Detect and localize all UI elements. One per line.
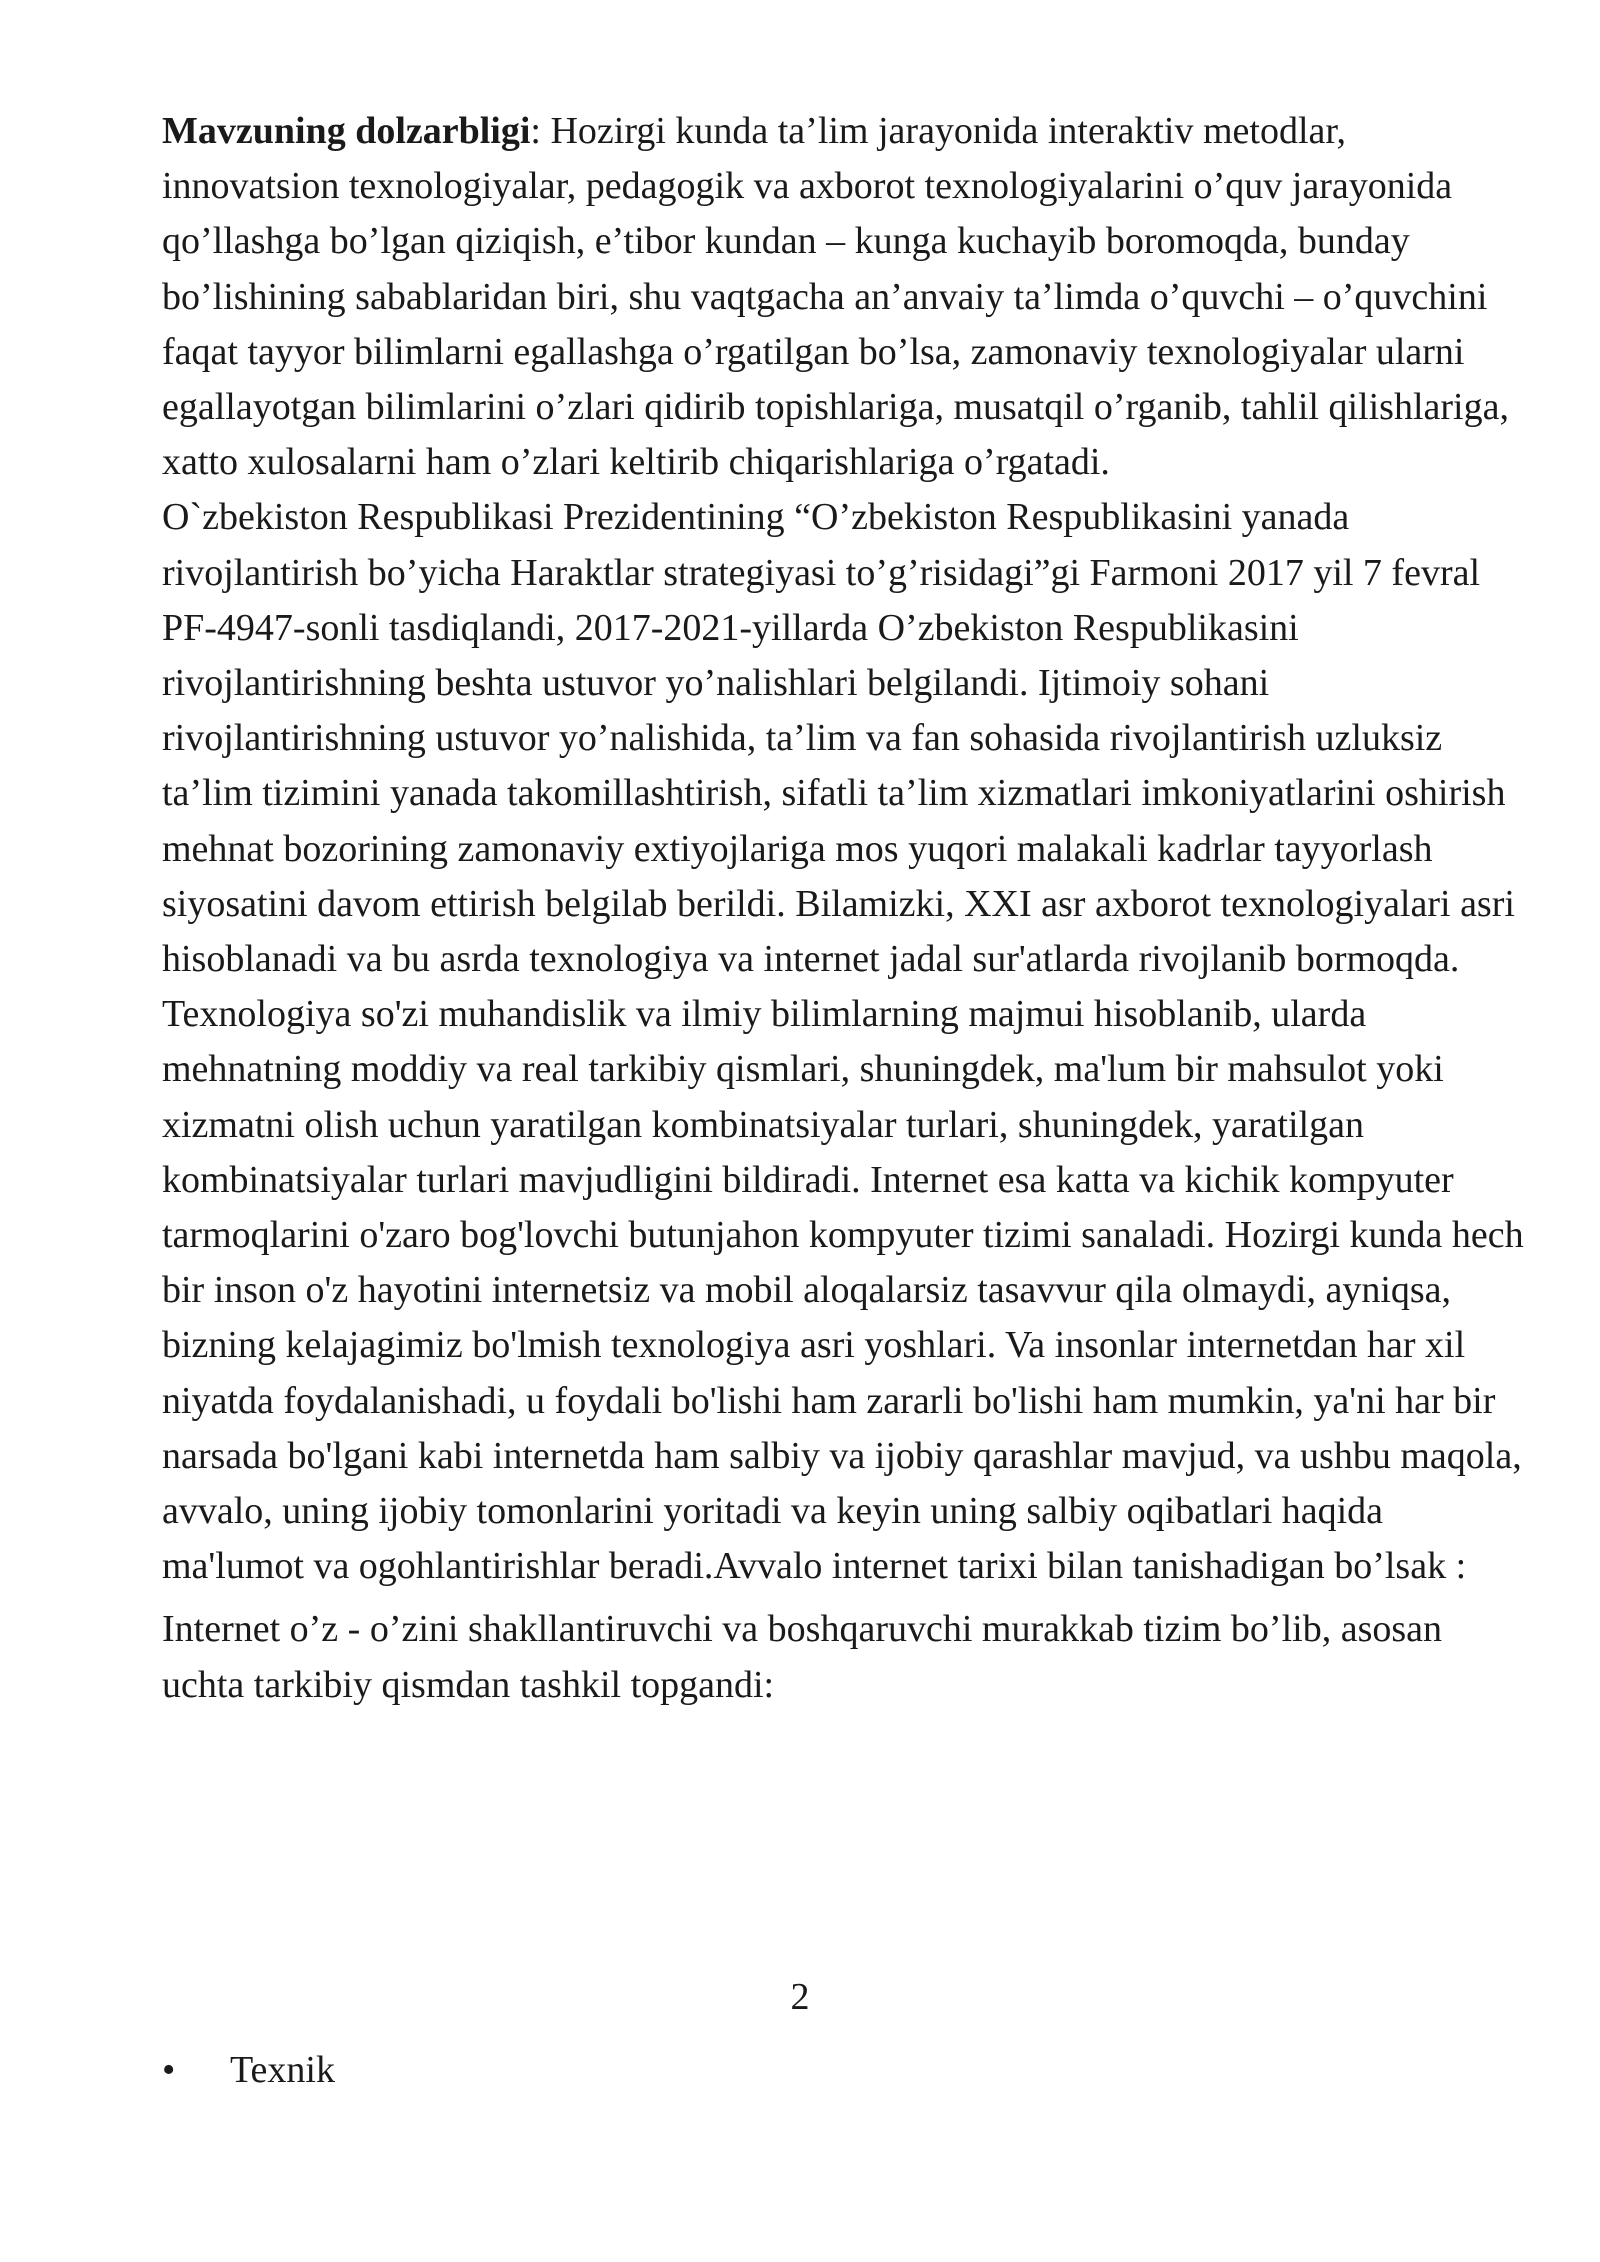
- document-body: [162, 104, 1532, 1713]
- list-item-label: Texnik: [230, 2049, 335, 2091]
- page-number: 2: [790, 1976, 810, 2018]
- intro-paragraph: [162, 104, 1532, 490]
- intro-text: : Hozirgi kunda ta’lim jarayonida interaktiv metodlar, innovatsion texnologiyalar, pedagogik va axborot texnologiyalarini o’quv jarayonida qo’llashga bo’lgan qiziqish, e’tibor kundan – kunga kuchayib boromoqda, bunday bo’lishining sabablaridan biri, shu vaqtgacha an’anvaiy ta’limda o’quvchi – o’quvchini faqat tayyor bilimlarni egallashga o’rgatilgan bo’lsa, zamonaviy texnologiyalar ularni egallayotgan bilimlarini o’zlari qidirib topishlariga, musatqil o’rganib, tahlil qilishlariga, xatto xulosalarni ham o’zlari keltirib chiqarishlariga o’rgatadi.: [162, 110, 1509, 484]
- list-item: [162, 2043, 335, 2098]
- body-paragraph-3: Internet o’z - o’zini shakllantiruvchi va boshqaruvchi murakkab tizim bo’lib, asosan uchta tarkibiy qismdan tashkil topgandi:: [162, 1608, 1443, 1706]
- body-paragraph-2: O`zbekiston Respublikasi Prezidentining “O’zbekiston Respublikasini yanada rivojlantirish bo’yicha Haraktlar strategiyasi to’g’risidagi”gi Farmoni 2017 yil 7 fevral PF-4947-sonli tasdiqlandi, 2017-2021-yillarda O’zbekiston Respublikasini rivojlantirishning beshta ustuvor yo’nalishlari belgilandi. Ijtimoiy sohani rivojlantirishning ustuvor yo’nalishida, ta’lim va fan sohasida rivojlantirish uzluksiz ta’lim tizimini yanada takomillashtirish, sifatli ta’lim xizmatlari imkoniyatlarini oshirish mehnat bozorining zamonaviy extiyojlariga mos yuqori malakali kadrlar tayyorlash siyosatini davom ettirish belgilab berildi. Bilamizki, XXI asr axborot texnologiyalari asri hisoblanadi va bu asrda texnologiya va internet jadal sur'atlarda rivojlanib bormoqda. Texnologiya so'zi muhandislik va ilmiy bilimlarning majmui hisoblanib, ularda mehnatning moddiy va real tarkibiy qismlari, shuningdek, ma'lum bir mahsulot yoki xizmatni olish uchun yaratilgan kombinatsiyalar turlari, shuningdek, yaratilgan kombinatsiyalar turlari mavjudligini bildiradi. Internet esa katta va kichik kompyuter tarmoqlarini o'zaro bog'lovchi butunjahon kompyuter tizimi sanaladi. Hozirgi kunda hech bir inson o'z hayotini internetsiz va mobil aloqalarsiz tasavvur qila olmaydi, ayniqsa, bizning kelajagimiz bo'lmish texnologiya asri yoshlari. Va insonlar internetdan har xil niyatda foydalanishadi, u foydali bo'lishi ham zararli bo'lishi ham mumkin, ya'ni har bir narsada bo'lgani kabi internetda ham salbiy va ijobiy qarashlar mavjud, va ushbu maqola, avvalo, uning ijobiy tomonlarini yoritadi va keyin uning salbiy oqibatlari haqida ma'lumot va ogohlantirishlar beradi.Avvalo internet tarixi bilan tanishadigan bo’lsak :: [162, 496, 1524, 1588]
- bullet-icon: •: [162, 2049, 176, 2091]
- intro-heading: Mavzuning dolzarbligi: [162, 110, 531, 152]
